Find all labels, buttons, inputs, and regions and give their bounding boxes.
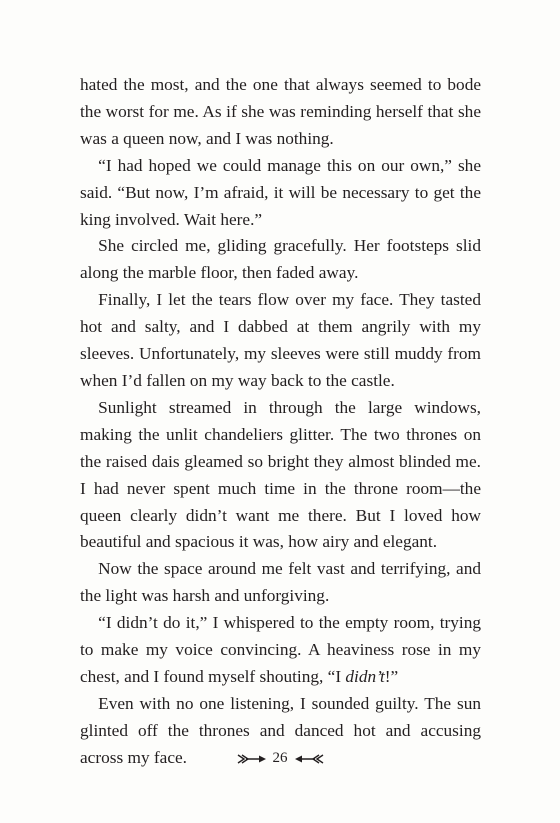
italic-text: didn’t [345,666,385,686]
paragraph-text: !” [384,666,399,686]
arrow-flourish-right-icon [237,753,267,765]
paragraph [80,72,481,153]
paragraph [80,395,481,556]
body-text [80,72,481,772]
page-number: 26 [272,750,288,766]
paragraph [80,153,481,234]
paragraph-text: “I didn’t do it,” I whispered to the empty room, trying to make my voice convincing. A heaviness rose in my chest, and I found myself shouting, “I [80,613,481,686]
paragraph-text: She circled me, gliding gracefully. Her footsteps slid along the marble floor, then faded away. [80,236,481,283]
paragraph-text: “I had hoped we could manage this on our own,” she said. “But now, I’m afraid, it will be necessary to get the king involved. Wait here.” [80,155,481,229]
paragraph [80,610,481,691]
paragraph [80,556,481,610]
paragraph-text: Now the space around me felt vast and terrifying, and the light was harsh and unforgiving. [80,559,481,606]
page-footer [0,750,560,767]
paragraph-text: Even with no one listening, I sounded guilty. The sun glinted off the thrones and danced hot and accusing across my face. [80,693,481,767]
arrow-flourish-left-icon [294,753,324,765]
paragraph [80,287,481,395]
paragraph [80,233,481,287]
paragraph-text: hated the most, and the one that always seemed to bode the worst for me. As if she was reminding herself that she was a queen now, and I was nothing. [80,75,481,148]
paragraph-text: Finally, I let the tears flow over my face. They tasted hot and salty, and I dabbed at them angrily with my sleeves. Unfortunately, my sleeves were still muddy from when I’d fallen on my way back to the castle. [80,290,481,390]
paragraph-text: Sunlight streamed in through the large windows, making the unlit chandeliers glitter. The two thrones on the raised dais gleamed so bright they almost blinded me. I had never spent much time in the throne room—the queen clearly didn’t want me there. But I loved how beautiful and spacious it was, how airy and elegant. [80,397,481,552]
